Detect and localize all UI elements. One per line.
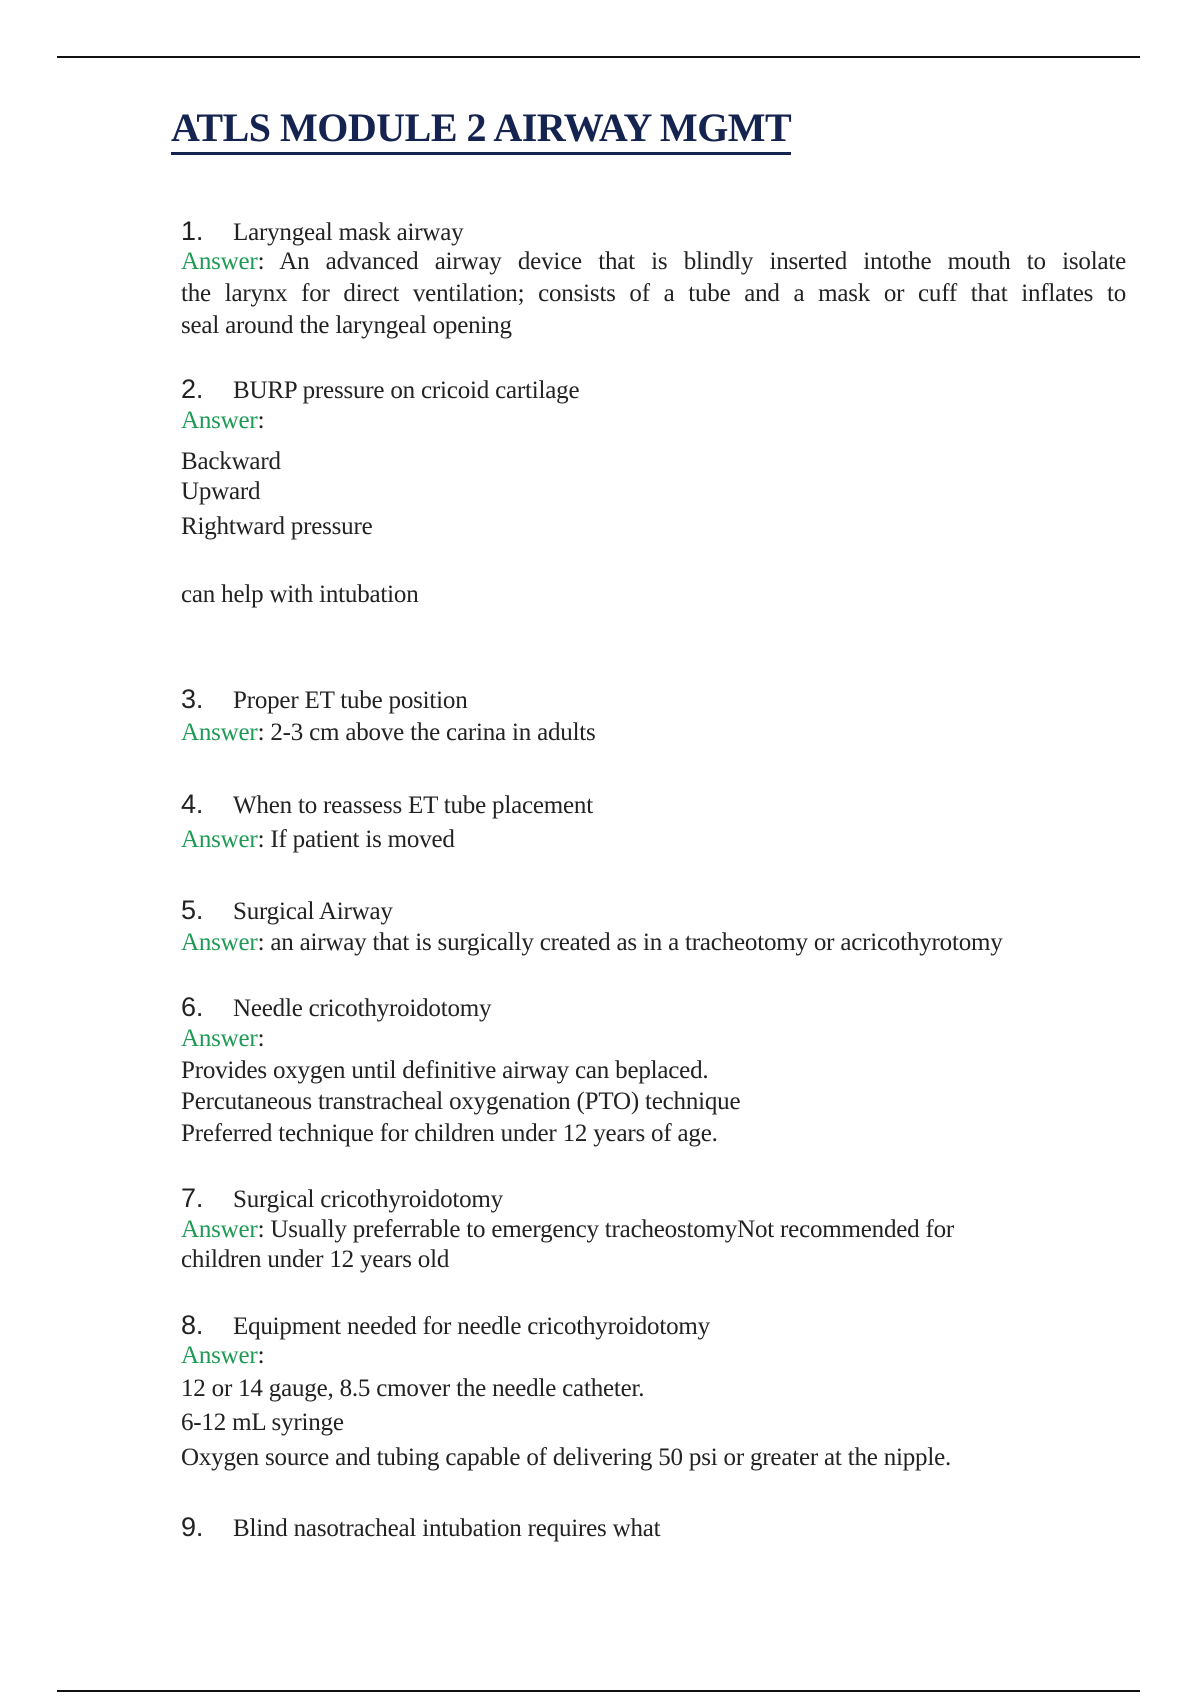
page-title: ATLS MODULE 2 AIRWAY MGMT <box>171 106 791 155</box>
bottom-rule <box>57 1690 1140 1692</box>
answer-text: An advanced airway device that is blindly inserted intothe mouth to isolate <box>279 248 1127 275</box>
question-text: Surgical cricothyroidotomy <box>233 1186 503 1213</box>
question-number: 2. <box>181 374 204 404</box>
answer-1-line-2 <box>181 279 1126 309</box>
answer-2-line-3: Rightward pressure <box>181 513 373 540</box>
question-2 <box>181 374 1126 406</box>
question-text: Laryngeal mask airway <box>233 219 464 246</box>
answer-label: Answer <box>181 1025 258 1052</box>
question-number: 6. <box>181 992 204 1022</box>
answer-label: Answer <box>181 248 258 275</box>
question-text: Proper ET tube position <box>233 687 468 714</box>
question-text: Blind nasotracheal intubation requires what <box>233 1515 661 1542</box>
answer-6-line-1: Provides oxygen until definitive airway can beplaced. <box>181 1057 709 1084</box>
answer-label: Answer <box>181 407 258 434</box>
answer-text: an airway that is surgically created as in a tracheotomy or acricothyrotomy <box>270 929 1003 956</box>
question-number: 7. <box>181 1183 204 1213</box>
question-4 <box>181 789 1126 821</box>
question-8 <box>181 1310 1126 1342</box>
answer-4: Answer: If patient is moved <box>181 826 455 853</box>
answer-8-line-1: 12 or 14 gauge, 8.5 cmover the needle catheter. <box>181 1375 645 1402</box>
answer-6-label: Answer: <box>181 1025 265 1052</box>
question-number: 1. <box>181 216 204 246</box>
question-number: 5. <box>181 895 204 925</box>
answer-label: Answer <box>181 826 258 853</box>
question-text: Needle cricothyroidotomy <box>233 995 492 1022</box>
answer-8-line-3: Oxygen source and tubing capable of delivering 50 psi or greater at the nipple. <box>181 1444 952 1471</box>
question-6 <box>181 992 1126 1024</box>
answer-1-line-1: Answer: An advanced airway device that is blindly inserted intothe mouth to isolate <box>181 248 1127 275</box>
answer-3: Answer: 2-3 cm above the carina in adults <box>181 719 596 746</box>
answer-text: If patient is moved <box>270 826 455 853</box>
question-3 <box>181 684 1126 716</box>
answer-5: Answer: an airway that is surgically created as in a tracheotomy or acricothyrotomy <box>181 929 1003 956</box>
question-7 <box>181 1183 1126 1215</box>
answer-2-label: Answer: <box>181 407 265 434</box>
question-5 <box>181 895 1126 927</box>
answer-8-label: Answer: <box>181 1342 265 1369</box>
answer-text: seal around the laryngeal opening <box>181 312 512 339</box>
answer-7-line-2: children under 12 years old <box>181 1246 450 1273</box>
question-1 <box>181 216 1126 248</box>
answer-text: 2-3 cm above the carina in adults <box>270 719 596 746</box>
answer-7-line-1: Answer: Usually preferrable to emergency tracheostomyNot recommended for <box>181 1216 955 1243</box>
question-number: 3. <box>181 684 204 714</box>
answer-label: Answer <box>181 1216 258 1243</box>
answer-1-line-3 <box>181 311 1126 341</box>
question-number: 4. <box>181 789 204 819</box>
answer-2-line-4: can help with intubation <box>181 581 419 608</box>
answer-text: Usually preferrable to emergency tracheostomyNot recommended for <box>270 1216 955 1243</box>
question-9 <box>181 1512 1126 1544</box>
answer-2-line-1: Backward <box>181 448 281 475</box>
question-text: BURP pressure on cricoid cartilage <box>233 377 580 404</box>
top-rule <box>57 56 1140 58</box>
answer-label: Answer <box>181 929 258 956</box>
question-text: When to reassess ET tube placement <box>233 792 593 819</box>
answer-2-line-2: Upward <box>181 478 261 505</box>
answer-6-line-3: Preferred technique for children under 12 years of age. <box>181 1120 718 1147</box>
answer-6-line-2: Percutaneous transtracheal oxygenation (PTO) technique <box>181 1088 741 1115</box>
question-number: 8. <box>181 1310 204 1340</box>
question-text: Equipment needed for needle cricothyroidotomy <box>233 1313 710 1340</box>
answer-text: the larynx for direct ventilation; consists of a tube and a mask or cuff that inflates to <box>181 280 1126 307</box>
question-text: Surgical Airway <box>233 898 393 925</box>
answer-label: Answer <box>181 1342 258 1369</box>
question-number: 9. <box>181 1512 204 1542</box>
answer-8-line-2: 6-12 mL syringe <box>181 1409 344 1436</box>
answer-label: Answer <box>181 719 258 746</box>
